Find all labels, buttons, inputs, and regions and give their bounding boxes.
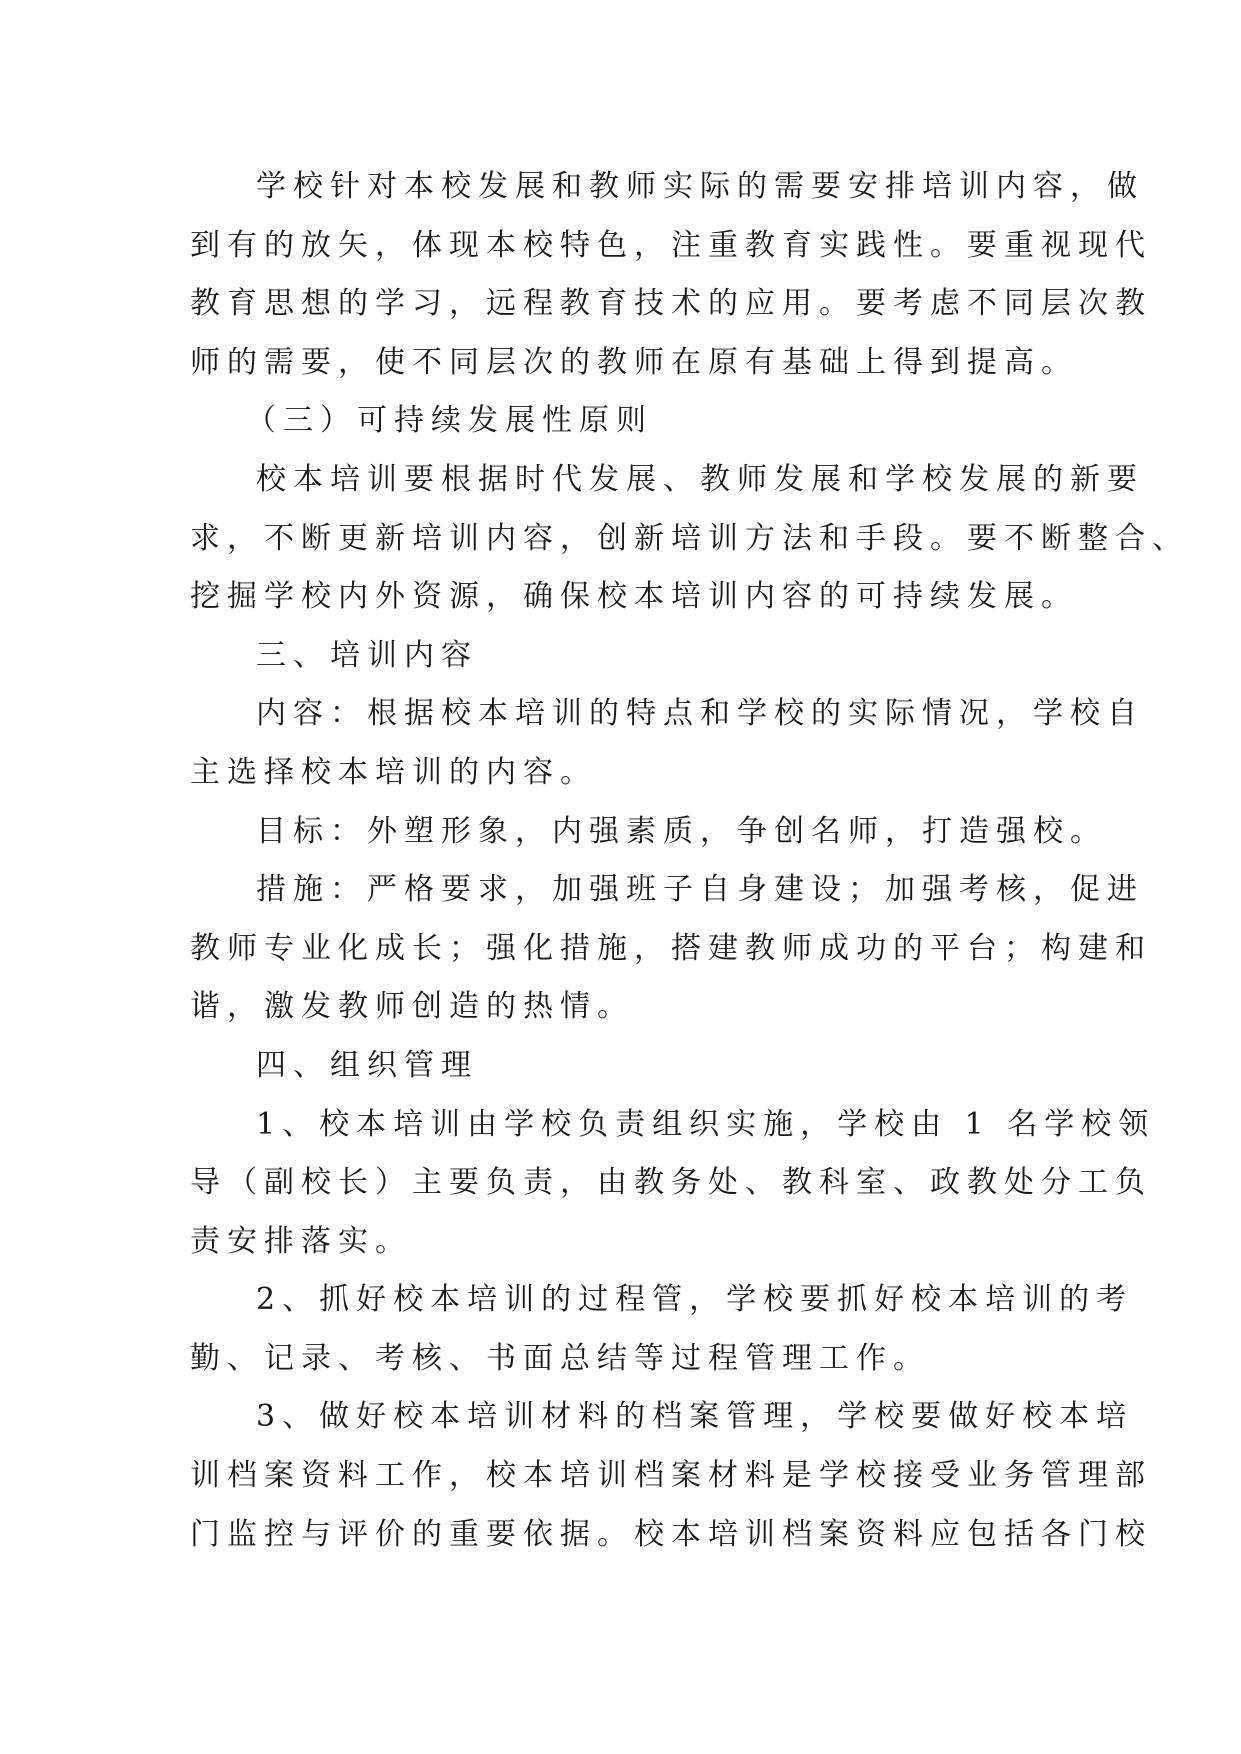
paragraph-line: 挖掘学校内外资源，确保校本培训内容的可持续发展。	[190, 579, 1078, 615]
paragraph-line: 措施：严格要求，加强班子自身建设；加强考核，促进	[256, 872, 1144, 908]
paragraph-line: 门监控与评价的重要依据。校本培训档案资料应包括各门校	[190, 1516, 1152, 1552]
paragraph-line: 到有的放矢，体现本校特色，注重教育实践性。要重视现代	[190, 227, 1152, 263]
paragraph-line: 教育思想的学习，远程教育技术的应用。要考虑不同层次教	[190, 286, 1152, 322]
paragraph-line: 谐，激发教师创造的热情。	[190, 989, 634, 1025]
paragraph-line: 3、做好校本培训材料的档案管理，学校要做好校本培	[256, 1399, 1134, 1435]
section-subheading: （三）可持续发展性原则	[246, 403, 653, 439]
paragraph-line: 责安排落实。	[190, 1223, 412, 1259]
paragraph-line: 导（副校长）主要负责，由教务处、教科室、政教处分工负	[190, 1165, 1152, 1201]
paragraph-line: 目标：外塑形象，内强素质，争创名师，打造强校。	[256, 813, 1107, 849]
paragraph-line: 勤、记录、考核、书面总结等过程管理工作。	[190, 1340, 930, 1376]
paragraph-line: 2、抓好校本培训的过程管，学校要抓好校本培训的考	[256, 1282, 1134, 1318]
paragraph-line: 教师专业化成长；强化措施，搭建教师成功的平台；构建和	[190, 930, 1152, 966]
paragraph-line: 学校针对本校发展和教师实际的需要安排培训内容，做	[256, 169, 1144, 204]
document-body	[190, 158, 1189, 1564]
paragraph-line: 内容：根据校本培训的特点和学校的实际情况，学校自	[256, 696, 1144, 732]
paragraph-line: 求，不断更新培训内容，创新培训方法和手段。要不断整合、	[190, 520, 1189, 556]
section-heading: 三、培训内容	[256, 637, 478, 673]
paragraph-line: 1、校本培训由学校负责组织实施，学校由 1 名学校领	[256, 1106, 1156, 1142]
paragraph-line: 师的需要，使不同层次的教师在原有基础上得到提高。	[190, 344, 1078, 380]
paragraph-line: 校本培训要根据时代发展、教师发展和学校发展的新要	[256, 461, 1144, 497]
paragraph-line: 主选择校本培训的内容。	[190, 754, 597, 790]
paragraph-line: 训档案资料工作，校本培训档案材料是学校接受业务管理部	[190, 1458, 1152, 1494]
section-heading: 四、组织管理	[256, 1047, 478, 1083]
